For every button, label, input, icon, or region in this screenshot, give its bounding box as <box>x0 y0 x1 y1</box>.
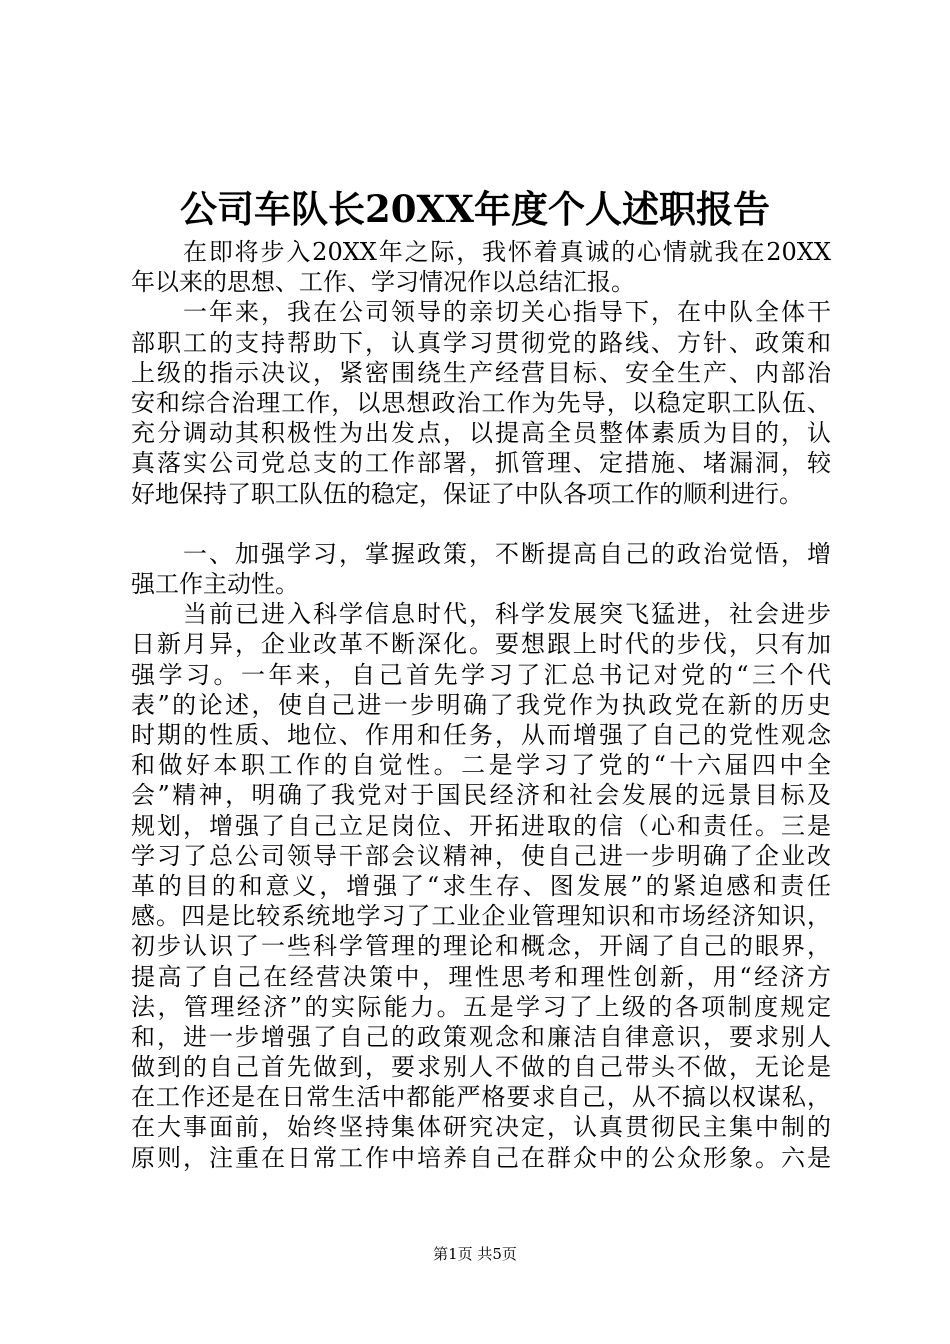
text-line: 在工作还是在日常生活中都能严格要求自己，从不搞以权谋私， <box>131 1083 831 1112</box>
text-line: 学习了总公司领导干部会议精神，使自己进一步明确了企业改 <box>131 841 831 870</box>
text-line: 和做好本职工作的自觉性。二是学习了党的“十六届四中全 <box>131 751 831 780</box>
text-line: 做到的自己首先做到，要求别人不做的自己带头不做，无论是 <box>131 1053 831 1082</box>
document-title: 公司车队长20XX年度个人述职报告 <box>180 187 770 231</box>
page-footer: 第1页 共5页 <box>433 1245 517 1263</box>
text-line: 强学习。一年来，自己首先学习了汇总书记对党的“三个代 <box>131 660 831 689</box>
text-line: 上级的指示决议，紧密围绕生产经营目标、安全生产、内部治 <box>131 358 831 387</box>
text-line: 规划，增强了自己立足岗位、开拓进取的信（心和责任。三是 <box>131 811 831 840</box>
text-line: 在大事面前，始终坚持集体研究决定，认真贯彻民主集中制的 <box>131 1113 831 1142</box>
text-line: 年以来的思想、工作、学习情况作以总结汇报。 <box>131 268 635 297</box>
text-line: 会”精神，明确了我党对于国民经济和社会发展的远景目标及 <box>131 781 831 810</box>
text-line: 一、加强学习，掌握政策，不断提高自己的政治觉悟，增 <box>183 539 831 568</box>
text-line: 日新月异，企业改革不断深化。要想跟上时代的步伐，只有加 <box>131 630 831 659</box>
text-line: 一年来，我在公司领导的亲切关心指导下，在中队全体干 <box>183 298 831 327</box>
blank-line <box>131 509 831 539</box>
text-line: 真落实公司党总支的工作部署，抓管理、定措施、堵漏洞，较 <box>131 449 831 478</box>
text-line: 原则，注重在日常工作中培养自己在群众中的公众形象。六是 <box>131 1143 831 1172</box>
text-line: 强工作主动性。 <box>131 570 299 599</box>
text-line: 部职工的支持帮助下，认真学习贯彻党的路线、方针、政策和 <box>131 328 831 357</box>
document-body <box>131 237 831 1173</box>
text-line: 法，管理经济”的实际能力。五是学习了上级的各项制度规定 <box>131 992 831 1021</box>
text-line: 提高了自己在经营决策中，理性思考和理性创新，用“经济方 <box>131 962 831 991</box>
text-line: 表”的论述，使自己进一步明确了我党作为执政党在新的历史 <box>131 690 831 719</box>
text-line: 时期的性质、地位、作用和任务，从而增强了自己的党性观念 <box>131 721 831 749</box>
text-line: 和，进一步增强了自己的政策观念和廉洁自律意识，要求别人 <box>131 1022 831 1051</box>
text-line: 感。四是比较系统地学习了工业企业管理知识和市场经济知识， <box>131 902 831 931</box>
text-line: 好地保持了职工队伍的稳定，保证了中队各项工作的顺利进行。 <box>131 479 803 508</box>
text-line: 革的目的和意义，增强了“求生存、图发展”的紧迫感和责任 <box>131 871 831 900</box>
text-line: 安和综合治理工作，以思想政治工作为先导，以稳定职工队伍、 <box>131 388 831 417</box>
text-line: 在即将步入20XX年之际，我怀着真诚的心情就我在20XX <box>183 238 831 266</box>
text-line: 充分调动其积极性为出发点，以提高全员整体素质为目的，认 <box>131 419 831 448</box>
text-line: 当前已进入科学信息时代，科学发展突飞猛进，社会进步 <box>183 600 831 629</box>
text-line: 初步认识了一些科学管理的理论和概念，开阔了自己的眼界， <box>131 932 831 961</box>
